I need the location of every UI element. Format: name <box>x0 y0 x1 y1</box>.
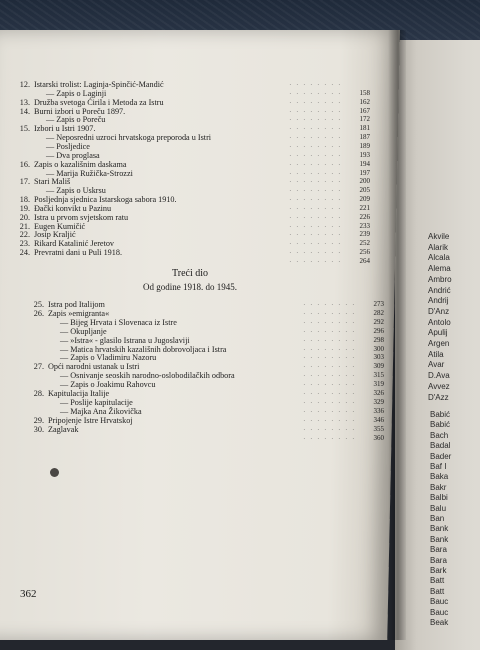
index-word: Alcala <box>428 253 450 263</box>
index-word: Akvile <box>428 232 450 241</box>
toc-entry-title: — Zapis o Uskrsu <box>46 186 106 196</box>
index-word: Alema <box>428 264 451 274</box>
toc-dot-leader: . . . . . . . . <box>289 160 342 167</box>
index-word: Bader <box>430 451 452 461</box>
toc-entry-title: Eugen Kumičić <box>34 221 86 231</box>
toc-entry-title: Izbori u Istri 1907. <box>34 124 96 134</box>
toc-dot-leader: . . . . . . . . <box>303 309 356 316</box>
toc-entry <box>10 248 370 257</box>
index-word: Bauc <box>430 607 449 617</box>
index-word: D'Azz <box>428 392 449 402</box>
toc-entry-title: — Majka Ana Žikovička <box>60 406 142 416</box>
toc-entry-number: 30. <box>33 424 44 434</box>
toc-entry-title: Prevratni dani u Puli 1918. <box>34 248 123 258</box>
toc-entry <box>24 425 384 434</box>
toc-entry-title: — Neposredni uzroci hrvatskoga preporoda u Istri <box>46 133 212 143</box>
toc-entry-page: 194 <box>359 159 370 168</box>
index-word: Baf I <box>430 462 447 471</box>
index-word: Bakr <box>430 482 447 492</box>
toc-entry-number: 26. <box>33 308 44 318</box>
toc-entry-page: 158 <box>359 88 370 97</box>
toc-dot-leader: . . . . . . . . <box>303 327 356 334</box>
toc-dot-leader: . . . . . . . . <box>303 336 356 343</box>
toc-entry-title: Zaglavak <box>48 424 79 434</box>
toc-entry-title: Družba svetoga Ćirila i Metoda za Istru <box>34 97 164 107</box>
index-word: Baka <box>430 472 449 482</box>
toc-entry-page: 189 <box>359 141 370 150</box>
index-word: Avar <box>428 360 445 370</box>
toc-entry <box>10 107 370 116</box>
index-word: Antolo <box>428 317 451 327</box>
toc-entry <box>10 160 370 169</box>
toc-entry-page: 273 <box>373 300 384 308</box>
toc-entry-number: 16. <box>19 159 30 169</box>
toc-entry-page: 315 <box>373 371 384 380</box>
toc-dot-leader: . . . . . . . . <box>289 169 342 176</box>
toc-entry-title: — Bijeg Hrvata i Slovenaca iz Istre <box>60 317 177 327</box>
toc-entry-title: — Okupljanje <box>60 326 107 336</box>
toc-entry-number: 24. <box>19 248 30 258</box>
toc-entry-title: Zapis o kazališnim daskama <box>34 159 127 169</box>
toc-entry-title: Burni izbori u Poreču 1897. <box>34 106 126 116</box>
toc-entry-title: — »Istra« - glasilo Istrana u Jugoslaviji <box>60 335 190 345</box>
index-word: Balbi <box>430 493 448 503</box>
index-word: Balu <box>430 503 447 513</box>
toc-entry-number: 25. <box>33 300 44 309</box>
toc-entry-page: 226 <box>359 212 370 221</box>
toc-entry <box>10 124 370 133</box>
toc-entry-number: 19. <box>19 203 30 213</box>
toc-dot-leader: . . . . . . . . <box>289 89 342 96</box>
toc-entry-page: 292 <box>373 317 384 326</box>
toc-entry-title: Pripojenje Istre Hrvatskoj <box>48 415 133 425</box>
part-subheading: Od godine 1918. do 1945. <box>143 282 237 292</box>
toc-entry <box>24 353 384 362</box>
toc-entry <box>10 142 370 151</box>
toc-entry-title: Josip Kraljić <box>34 230 76 240</box>
toc-dot-leader: . . . . . . . . <box>303 363 356 370</box>
toc-entry-title: Rikard Katalinić Jeretov <box>34 239 115 249</box>
toc-entry <box>24 345 384 354</box>
part-heading: Treći dio <box>171 268 209 279</box>
toc-entry-page: 296 <box>373 326 384 335</box>
toc-entry <box>24 380 384 389</box>
toc-dot-leader: . . . . . . . . <box>303 407 356 414</box>
index-word: Bark <box>430 566 447 575</box>
toc-entry <box>10 151 370 160</box>
toc-entry-page: 329 <box>373 397 384 406</box>
toc-dot-leader: . . . . . . . . <box>303 398 356 405</box>
toc-entry <box>10 204 370 213</box>
toc-entry-page: 300 <box>373 344 384 353</box>
toc-dot-leader: . . . . . . . . <box>289 151 342 158</box>
toc-entry <box>10 169 370 178</box>
toc-dot-leader: . . . . . . . . <box>289 196 342 203</box>
toc-dot-leader: . . . . . . . . <box>289 116 342 123</box>
toc-dot-leader: . . . . . . . . <box>289 178 342 185</box>
toc-dot-leader: . . . . . . . . <box>303 354 356 361</box>
index-word: Apulij <box>428 328 448 338</box>
toc-entry-number: 18. <box>19 195 30 205</box>
toc-dot-leader: . . . . . . . . <box>303 372 356 379</box>
toc-dot-leader: . . . . . . . . <box>303 425 356 432</box>
toc-entry-page: 319 <box>373 380 384 389</box>
toc-entry-page: 221 <box>359 203 370 212</box>
toc-entry-number: 23. <box>19 239 30 249</box>
toc-entry-page: 239 <box>359 230 370 239</box>
toc-entry-title: Zapis »emigranta« <box>48 308 110 318</box>
toc-entry-title: — Dva proglasa <box>46 150 100 160</box>
index-word: Atila <box>428 349 444 359</box>
toc-entry-page: 336 <box>373 406 384 415</box>
toc-entry-title: — Marija Ružička-Strozzi <box>46 168 133 178</box>
index-word: Avvez <box>428 381 450 391</box>
toc-entry <box>24 434 384 443</box>
toc-entry-title: — Poslije kapitulacije <box>60 397 133 407</box>
toc-entry <box>24 416 384 425</box>
toc-entry-title: Istra u prvom svjetskom ratu <box>34 212 129 222</box>
toc-entry-title: — Matica hrvatskih kazališnih dobrovoljaca i Istra <box>60 344 227 354</box>
index-word: Bank <box>430 524 449 534</box>
toc-entry <box>10 239 370 248</box>
toc-dot-leader: . . . . . . . . <box>289 204 342 211</box>
index-word: D.Ava <box>428 371 450 381</box>
index-word: Babić <box>430 420 451 430</box>
toc-dot-leader: . . . . . . . . <box>289 134 342 141</box>
toc-entry-title: — Zapis o Vladimiru Nazoru <box>60 353 157 363</box>
toc-entry <box>10 115 370 124</box>
toc-entry-title: Stari Mališ <box>34 177 71 187</box>
toc-entry-number: 21. <box>19 221 30 231</box>
toc-entry-number: 29. <box>33 415 44 425</box>
toc-entry-title: Opći narodni ustanak u Istri <box>48 362 140 372</box>
toc-entry-page: 233 <box>359 221 370 230</box>
toc-entry <box>10 133 370 142</box>
toc-entry-number: 15. <box>19 124 30 134</box>
toc-dot-leader: . . . . . . . . <box>303 318 356 325</box>
toc-dot-leader: . . . . . . . . <box>289 222 342 229</box>
toc-entry-number: 22. <box>19 230 30 240</box>
toc-dot-leader: . . . . . . . . <box>289 231 342 238</box>
toc-entry-page: 256 <box>359 248 370 257</box>
toc-entry <box>10 230 370 239</box>
index-word: Babić <box>430 410 451 419</box>
index-word: Alarik <box>428 242 449 252</box>
toc-dot-leader: . . . . . . . . <box>289 213 342 220</box>
index-word: Andrij <box>428 296 449 306</box>
toc-entry-page: 303 <box>373 353 384 362</box>
toc-entry-page: 167 <box>359 106 370 115</box>
toc-dot-leader: . . . . . . . . <box>303 416 356 423</box>
toc-entry <box>10 177 370 186</box>
index-word: Bach <box>430 430 449 440</box>
toc-dot-leader: . . . . . . . . <box>289 240 342 247</box>
toc-dot-leader: . . . . . . . . <box>289 81 342 87</box>
toc-dot-leader: . . . . . . . . <box>289 187 342 194</box>
toc-entry <box>10 222 370 231</box>
toc-entry-page: 360 <box>373 433 384 442</box>
toc-entry-page: 181 <box>359 124 370 133</box>
toc-entry-title: — Posljedice <box>46 141 90 151</box>
toc-entry-page: 264 <box>359 257 370 265</box>
toc-entry <box>24 371 384 380</box>
toc-entry <box>10 195 370 204</box>
toc-dot-leader: . . . . . . . . <box>289 142 342 149</box>
index-word: Bara <box>430 545 447 555</box>
toc-entry-title: — Zapis o Joakimu Rahovcu <box>60 380 156 390</box>
toc-entry <box>24 327 384 336</box>
toc-entry-number: 28. <box>33 389 44 398</box>
index-word: Argen <box>428 339 450 348</box>
toc-entry-title: Istarski trolist: Laginja-Spinčić-Mandić <box>34 80 164 89</box>
toc-entry-number: 13. <box>19 97 30 107</box>
toc-entry-page: 193 <box>359 150 370 159</box>
toc-entry <box>24 309 384 318</box>
toc-entry-page: 252 <box>359 239 370 248</box>
toc-entry <box>10 257 370 266</box>
index-word: Beak <box>430 618 449 627</box>
toc-entry <box>10 80 370 89</box>
toc-entry-page: 346 <box>373 415 384 424</box>
toc-dot-leader: . . . . . . . . <box>303 345 356 352</box>
toc-entry <box>24 407 384 416</box>
toc-entry <box>24 398 384 407</box>
toc-entry-page: 309 <box>373 362 384 371</box>
index-word: Bank <box>430 534 449 544</box>
toc-entry-page: 326 <box>373 389 384 397</box>
toc-dot-leader: . . . . . . . . <box>289 258 342 264</box>
toc-entry-page: 209 <box>359 195 370 204</box>
toc-entry-title: — Osnivanje seoskih narodno-oslobodilačkih odbora <box>60 371 235 381</box>
toc-entry-title: Posljednja sjednica Istarskoga sabora 1910. <box>34 195 177 205</box>
toc-entry <box>24 389 384 398</box>
index-word: Batt <box>430 586 445 596</box>
index-word: Bauc <box>430 597 449 607</box>
toc-entry-number: 27. <box>33 362 44 372</box>
toc-entry-page: 355 <box>373 424 384 433</box>
toc-entry <box>24 362 384 371</box>
toc-entry-number: 14. <box>19 106 30 116</box>
toc-entry <box>10 98 370 107</box>
toc-dot-leader: . . . . . . . . <box>303 301 356 307</box>
toc-entry <box>10 186 370 195</box>
toc-entry-page: 197 <box>359 168 370 177</box>
toc-entry <box>24 300 384 309</box>
toc-entry-page: 200 <box>359 177 370 186</box>
toc-entry <box>24 336 384 345</box>
toc-entry-number: 17. <box>19 177 30 187</box>
page-number: 362 <box>20 588 37 600</box>
toc-dot-leader: . . . . . . . . <box>289 107 342 114</box>
toc-entry <box>10 89 370 98</box>
toc-dot-leader: . . . . . . . . <box>289 98 342 105</box>
toc-entry-title: — Zapis o Laginji <box>46 88 107 98</box>
toc-entry <box>24 318 384 327</box>
toc-entry-page: 282 <box>373 308 384 317</box>
toc-entry-page: 172 <box>359 115 370 124</box>
page-dot-mark <box>50 468 59 477</box>
index-word: Ban <box>430 514 445 523</box>
toc-dot-leader: . . . . . . . . <box>303 434 356 441</box>
toc-dot-leader: . . . . . . . . <box>303 381 356 388</box>
toc-entry-page: 162 <box>359 97 370 106</box>
index-word: Batt <box>430 576 445 586</box>
toc-entry-title: Đački konvikt u Pazinu <box>34 203 112 213</box>
toc-entry-page: 205 <box>359 186 370 195</box>
toc-entry-title: — Zapis o Poreču <box>46 115 106 125</box>
index-word: Ambro <box>428 274 452 284</box>
toc-entry-page: 298 <box>373 335 384 344</box>
toc-dot-leader: . . . . . . . . <box>289 249 342 256</box>
toc-entry-page: 187 <box>359 133 370 142</box>
index-word: Badal <box>430 441 451 451</box>
toc-dot-leader: . . . . . . . . <box>289 125 342 132</box>
index-word: D'Anz <box>428 306 450 316</box>
toc-entry <box>10 213 370 222</box>
index-word: Andrić <box>428 285 451 295</box>
toc-entry-number: 12. <box>19 80 30 89</box>
toc-dot-leader: . . . . . . . . <box>303 390 356 396</box>
index-word: Bara <box>430 555 447 565</box>
toc-entry-title: Istra pod Italijom <box>48 300 105 309</box>
toc-entry-title: Kapitulacija Italije <box>48 389 110 398</box>
toc-entry-number: 20. <box>19 212 30 222</box>
